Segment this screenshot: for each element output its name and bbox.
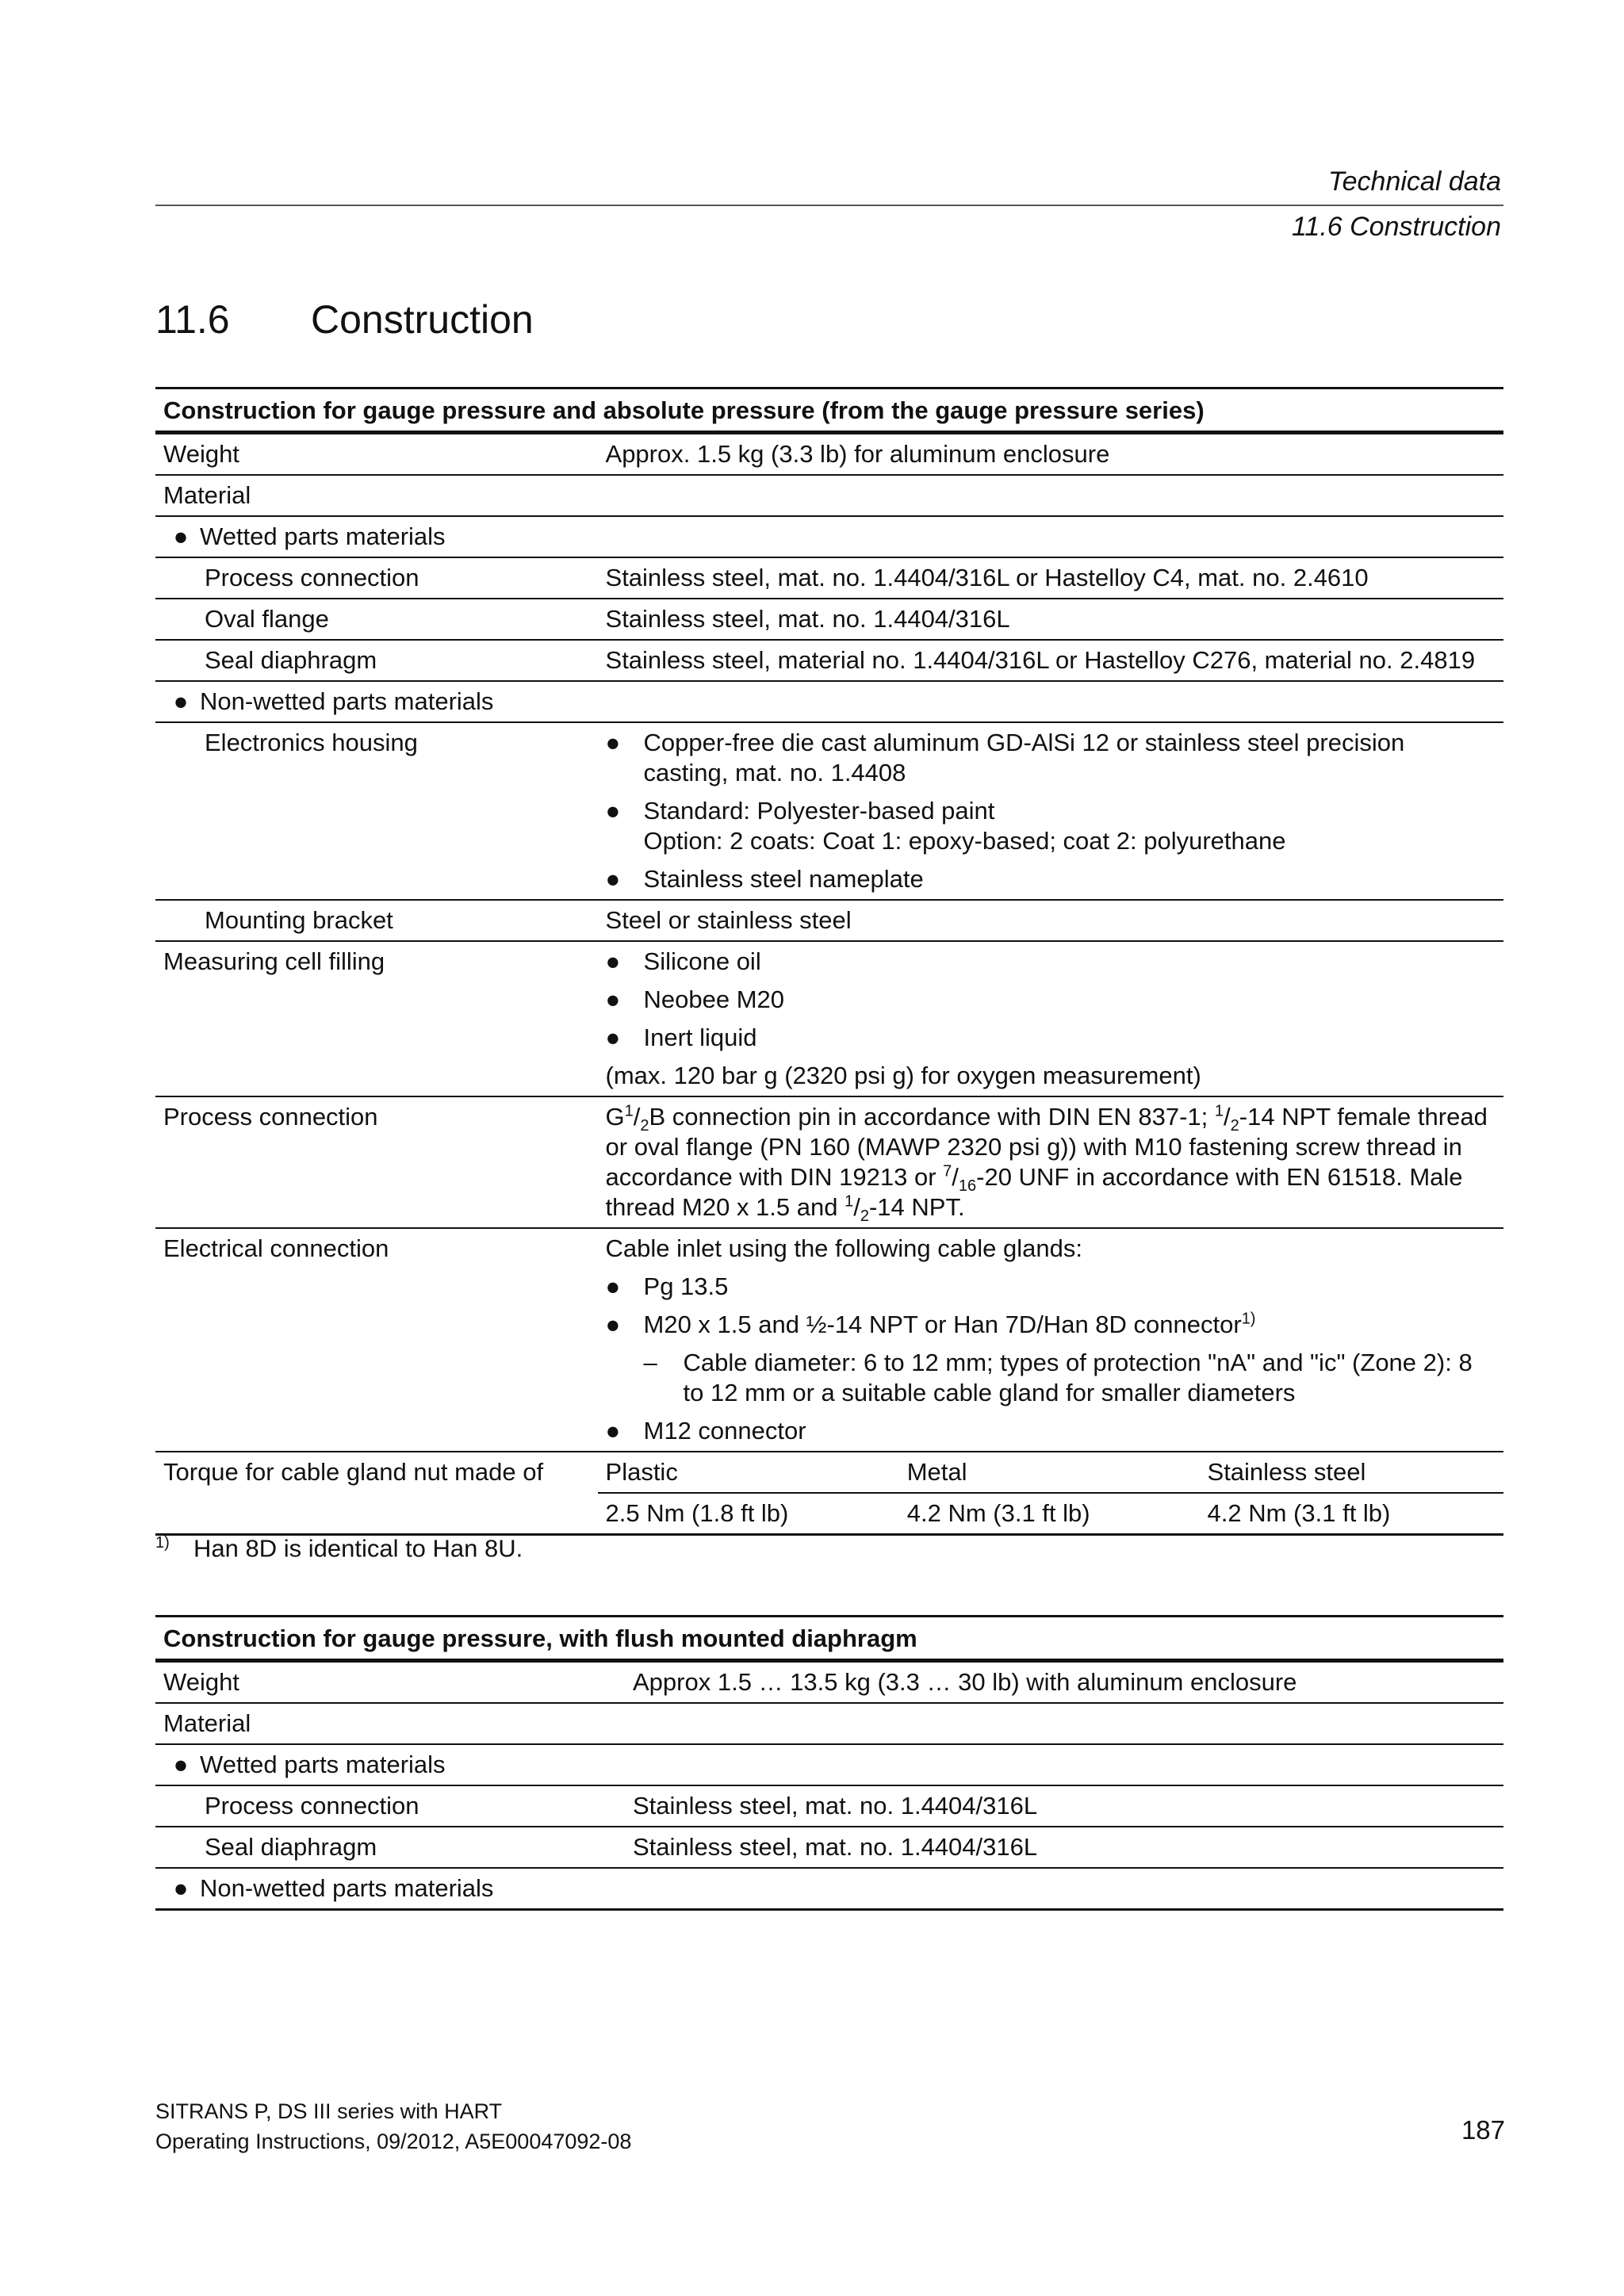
bullet-icon: ●	[173, 522, 189, 550]
bullet-icon: ●	[605, 865, 621, 893]
footnote-ref: 1)	[1241, 1310, 1256, 1328]
torque-header-metal: Metal	[899, 1452, 1200, 1493]
section-title-text: Construction	[311, 297, 534, 342]
row-label: Seal diaphragm	[155, 640, 598, 681]
construction-table-flush	[155, 1615, 1503, 1911]
bullet-icon: ●	[605, 797, 621, 825]
list-item: ● Inert liquid	[605, 1024, 757, 1051]
row-label: Torque for cable gland nut made of	[155, 1452, 598, 1535]
row-label: Oval flange	[155, 599, 598, 640]
running-header-chapter: Technical data	[1327, 166, 1501, 197]
row-value: $G^1/_2B$ connection pin in accordance with DIN EN 837-1; $^1/_2-14$ NPT female thread or oval flange (PN 160 (MAWP 2320 psi g)) with M10 fastening screw thread in accordance with DIN 19213 or $^7/_{16}-20$ UNF in accordance with EN 61518. Male thread M20 x 1.5 and $^1/_2-14$ NPT.	[598, 1096, 1503, 1228]
bullet-icon: ●	[605, 1417, 621, 1445]
row-label: Material	[155, 1703, 1503, 1744]
footnote-text: Han 8D is identical to Han 8U.	[193, 1534, 523, 1563]
header-rule	[155, 205, 1503, 206]
row-label: Mounting bracket	[155, 900, 598, 941]
page-number: 187	[1461, 2115, 1505, 2145]
row-value: Approx. 1.5 kg (3.3 lb) for aluminum enclosure	[598, 433, 1503, 476]
list-item: ● Neobee M20	[605, 985, 785, 1013]
footer-product: SITRANS P, DS III series with HART	[155, 2099, 503, 2123]
list-item: ● Pg 13.5	[605, 1272, 729, 1300]
row-label: ● Non-wetted parts materials	[155, 1868, 1503, 1910]
footnote	[155, 1534, 523, 1563]
construction-table-gauge	[155, 387, 1503, 1536]
row-label: ● Wetted parts materials	[155, 516, 1503, 557]
row-value: Stainless steel, material no. 1.4404/316L or Hastelloy C276, material no. 2.4819	[598, 640, 1503, 681]
footnote-mark: 1)	[155, 1534, 170, 1552]
bullet-icon: ●	[605, 947, 621, 975]
row-label: Weight	[155, 433, 598, 476]
row-label: Process connection	[155, 1096, 598, 1228]
torque-value-stainless: 4.2 Nm (3.1 ft lb)	[1200, 1493, 1503, 1535]
row-value: Stainless steel, mat. no. 1.4404/316L	[625, 1827, 1503, 1868]
row-value	[598, 941, 1503, 1096]
row-label: Measuring cell filling	[155, 941, 598, 1096]
running-header-section: 11.6 Construction	[1292, 212, 1501, 242]
bullet-icon: ●	[173, 1874, 189, 1902]
row-label: Process connection	[155, 1785, 625, 1827]
section-title	[155, 297, 534, 342]
row-value	[598, 722, 1503, 900]
table-title: Construction for gauge pressure and absolute pressure (from the gauge pressure series)	[155, 388, 1503, 433]
footer-info	[155, 2096, 631, 2156]
bullet-icon: ●	[605, 1024, 621, 1051]
torque-value-plastic: 2.5 Nm (1.8 ft lb)	[598, 1493, 899, 1535]
torque-header-stainless: Stainless steel	[1200, 1452, 1503, 1493]
bullet-icon: ●	[173, 1751, 189, 1778]
list-item: ● Copper-free die cast aluminum GD-AlSi 12 or stainless steel precision casting, mat. no. 1.4408	[605, 729, 1405, 786]
dash-icon: –	[643, 1349, 657, 1376]
list-item: ● M12 connector	[605, 1417, 806, 1445]
row-value: Approx 1.5 … 13.5 kg (3.3 … 30 lb) with aluminum enclosure	[625, 1661, 1503, 1704]
row-value: Stainless steel, mat. no. 1.4404/316L	[598, 599, 1503, 640]
footer-doc: Operating Instructions, 09/2012, A5E00047092-08	[155, 2130, 632, 2153]
bullet-icon: ●	[173, 687, 189, 715]
list-item: ● M20 x 1.5 and ½-14 NPT or Han 7D/Han 8D connector$^{1)}$	[605, 1310, 1256, 1338]
list-item: ● Stainless steel nameplate	[605, 865, 924, 893]
list-item: ● Silicone oil	[605, 947, 761, 975]
bullet-icon: ●	[605, 985, 621, 1013]
table-title: Construction for gauge pressure, with flush mounted diaphragm	[155, 1617, 1503, 1661]
section-number: 11.6	[155, 297, 230, 342]
row-label: ● Non-wetted parts materials	[155, 681, 1503, 722]
row-value: Stainless steel, mat. no. 1.4404/316L	[625, 1785, 1503, 1827]
row-label: Electrical connection	[155, 1228, 598, 1452]
row-value: Steel or stainless steel	[598, 900, 1503, 941]
elec-intro: Cable inlet using the following cable glands:	[605, 1234, 1082, 1262]
bullet-icon: ●	[605, 729, 621, 756]
row-value	[598, 1228, 1503, 1452]
torque-header-plastic: Plastic	[598, 1452, 899, 1493]
row-label: Electronics housing	[155, 722, 598, 900]
row-label: Weight	[155, 1661, 625, 1704]
row-value: Stainless steel, mat. no. 1.4404/316L or Hastelloy C4, mat. no. 2.4610	[598, 557, 1503, 599]
filling-note: (max. 120 bar g (2320 psi g) for oxygen measurement)	[605, 1062, 1201, 1089]
bullet-icon: ●	[605, 1311, 621, 1338]
sub-list-item: – Cable diameter: 6 to 12 mm; types of protection "nA" and "ic" (Zone 2): 8 to 12 mm or a suitable cable gland for smaller diameters	[643, 1349, 1473, 1406]
torque-value-metal: 4.2 Nm (3.1 ft lb)	[899, 1493, 1200, 1535]
row-label: Material	[155, 475, 1503, 516]
row-label: ● Wetted parts materials	[155, 1744, 1503, 1785]
bullet-icon: ●	[605, 1272, 621, 1300]
row-label: Process connection	[155, 557, 598, 599]
list-item: ● Standard: Polyester-based paint Option: 2 coats: Coat 1: epoxy-based; coat 2: polyurethane	[605, 797, 1286, 855]
row-label: Seal diaphragm	[155, 1827, 625, 1868]
